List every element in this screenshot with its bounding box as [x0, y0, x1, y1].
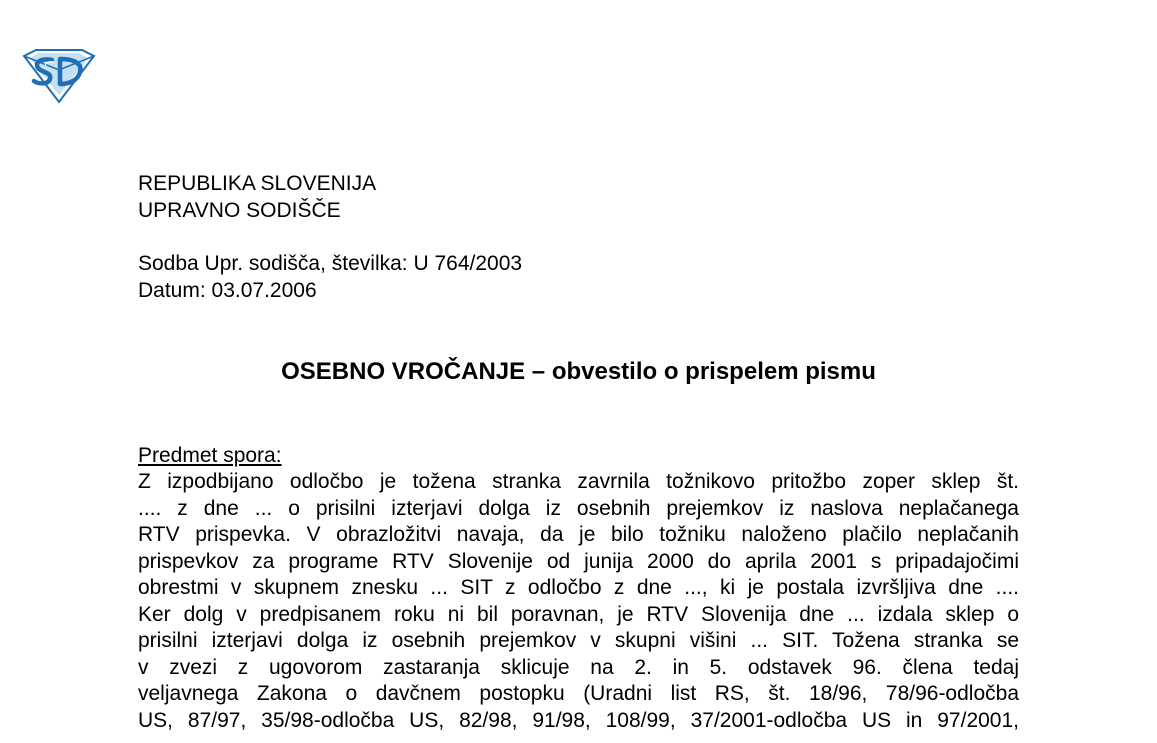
body-line: prispevkov za programe RTV Slovenije od junija 2000 do aprila 2001 s pripadajočimi — [138, 549, 1019, 573]
country-name: REPUBLIKA SLOVENIJA — [138, 172, 377, 195]
body-line: Ker dolg v predpisanem roku ni bil poravnan, je RTV Slovenija dne ... izdala sklep o — [138, 602, 1019, 626]
case-date: Datum: 03.07.2006 — [138, 279, 317, 302]
case-number: Sodba Upr. sodišča, številka: U 764/2003 — [138, 252, 523, 275]
case-meta — [138, 250, 522, 304]
body-line: obrestmi v skupnem znesku ... SIT z odločbo z dne ..., ki je postala izvršljiva dne .... — [138, 576, 1019, 599]
document-title: OSEBNO VROČANJE – obvestilo o prispelem pismu — [281, 358, 876, 385]
body-line: v zvezi z ugovorom zastaranja sklicuje na 2. in 5. odstavek 96. člena tedaj — [138, 655, 1019, 679]
section-body — [138, 469, 1019, 734]
section-heading: Predmet spora: — [138, 444, 282, 467]
sd-shield-logo-icon — [22, 48, 96, 104]
court-header — [138, 170, 376, 224]
subject-section — [138, 442, 1019, 734]
court-name: UPRAVNO SODIŠČE — [138, 199, 341, 222]
body-line: veljavnega Zakona o davčnem postopku (Uradni list RS, št. 18/96, 78/96-odločba — [138, 682, 1019, 705]
body-line: prisilni izterjavi dolga iz osebnih prejemkov v skupni višini ... SIT. Tožena stranka se — [138, 629, 1019, 652]
body-line: Z izpodbijano odločbo je tožena stranka zavrnila tožnikovo pritožbo zoper sklep št. — [138, 470, 1019, 493]
body-line: RTV prispevka. V obrazložitvi navaja, da je bilo tožniku naloženo plačilo neplačanih — [138, 523, 1019, 546]
body-line: US, 87/97, 35/98-odločba US, 82/98, 91/98, 108/99, 37/2001-odločba US in 97/2001, — [138, 708, 1019, 732]
body-line: .... z dne ... o prisilni izterjavi dolga iz osebnih prejemkov iz naslova neplačanega — [138, 496, 1019, 520]
